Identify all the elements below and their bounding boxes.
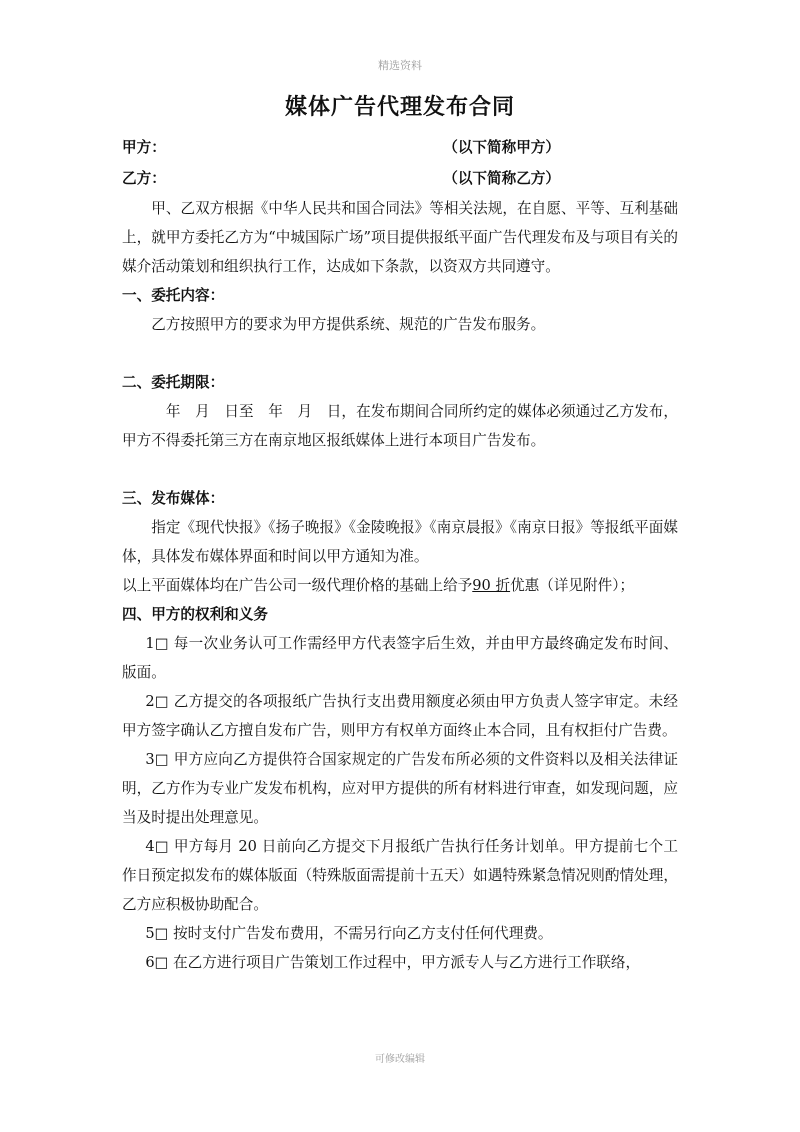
party-a-note: （以下简称甲方） xyxy=(443,139,560,156)
document-title: 媒体广告代理发布合同 xyxy=(284,95,515,120)
section-1-body: 乙方按照甲方的要求为甲方提供系统、规范的广告发布服务。 xyxy=(151,316,546,333)
section-3-body: 指定《现代快报》《扬子晚报》《金陵晚报》《南京晨报》《南京日报》等报纸平面媒体，具体发布媒体界面和时间以甲方通知为准。 xyxy=(122,519,678,565)
discount-text-post: 优惠（详见附件）； xyxy=(510,577,635,594)
section-4-item-2: 2□ 乙方提交的各项报纸广告执行支出费用额度必须由甲方负责人签字审定。未经甲方签字确认乙方擅自发布广告，则甲方有权单方面终止本合同，且有权拒付广告费。 xyxy=(122,693,678,739)
section-4-item-5: 5□ 按时支付广告发布费用，不需另行向乙方支付任何代理费。 xyxy=(145,925,553,942)
discount-line xyxy=(122,571,678,600)
section-4-item-1: 1□ 每一次业务认可工作需经甲方代表签字后生效，并由甲方最终确定发布时间、版面。 xyxy=(122,635,678,681)
party-a-row xyxy=(122,132,678,163)
section-3-heading: 三、发布媒体： xyxy=(122,490,225,507)
section-1-heading: 一、委托内容： xyxy=(122,287,225,304)
page-header: 精选资料 xyxy=(378,59,422,72)
page-footer: 可修改编辑 xyxy=(375,1054,425,1065)
section-4-item-3: 3□ 甲方应向乙方提供符合国家规定的广告发布所必须的文件资料以及相关法律证明，乙方作为专业广发发布机构，应对甲方提供的所有材料进行审查，如发现问题，应当及时提出处理意见。 xyxy=(122,751,678,826)
discount-text-pre: 以上平面媒体均在广告公司一级代理价格的基础上给予 xyxy=(122,577,473,594)
party-b-label: 乙方： xyxy=(122,170,166,187)
party-b-note: （以下简称乙方） xyxy=(443,170,560,187)
party-a-label: 甲方： xyxy=(122,139,166,156)
section-4-item-6: 6□ 在乙方进行项目广告策划工作过程中，甲方派专人与乙方进行工作联络， xyxy=(145,954,641,971)
contract-body xyxy=(122,132,678,977)
discount-value: 90 折 xyxy=(472,577,511,594)
intro-paragraph: 甲、乙双方根据《中华人民共和国合同法》等相关法规，在自愿、平等、互利基础上，就甲方委托乙方为“中城国际广场”项目提供报纸平面广告代理发布及与项目有关的媒介活动策划和组织执行工作，达成如下条款，以资双方共同遵守。 xyxy=(122,200,678,275)
section-2-body: 年 月 日至 年 月 日，在发布期间合同所约定的媒体必须通过乙方发布，甲方不得委托第三方在南京地区报纸媒体上进行本项目广告发布。 xyxy=(122,403,678,449)
section-4-heading: 四、甲方的权利和义务 xyxy=(122,606,268,623)
party-b-row xyxy=(122,163,678,194)
section-2-heading: 二、委托期限： xyxy=(122,374,225,391)
section-4-item-4: 4□ 甲方每月 20 日前向乙方提交下月报纸广告执行任务计划单。甲方提前七个工作日预定拟发布的媒体版面（特殊版面需提前十五天）如遇特殊紧急情况则酌情处理，乙方应积极协助配合。 xyxy=(122,838,678,913)
